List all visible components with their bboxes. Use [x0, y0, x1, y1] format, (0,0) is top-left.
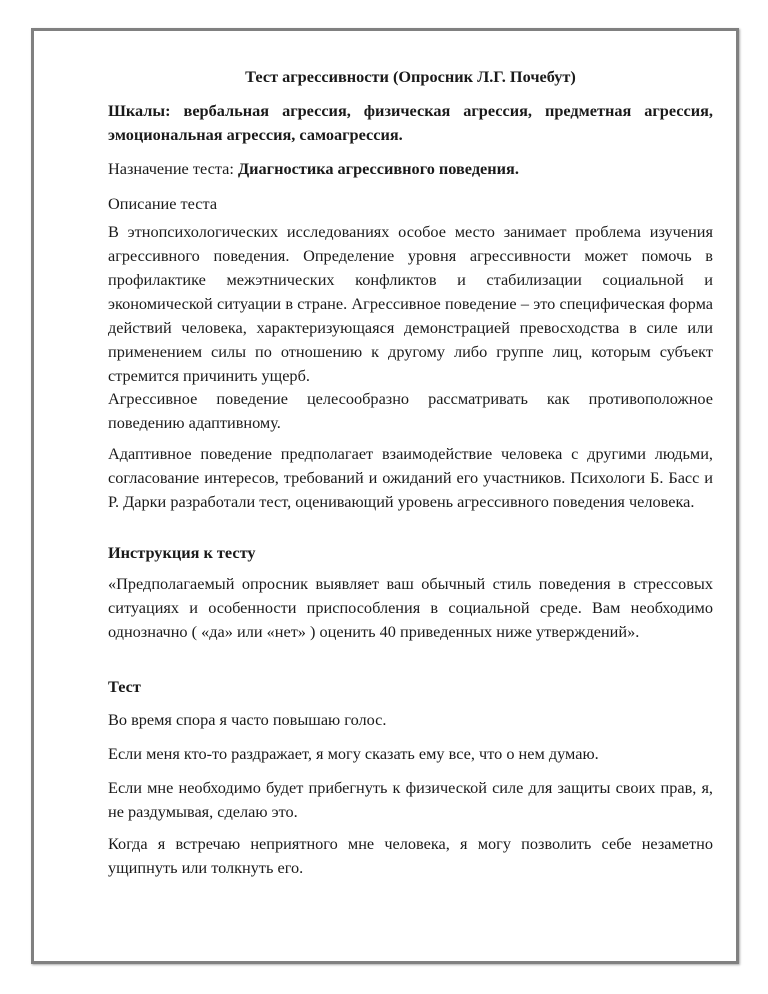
instruction-text: «Предполагаемый опросник выявляет ваш обычный стиль поведения в стрессовых ситуациях и особенности приспособления в социальной среде. Вам необходимо однозначно ( «да» или «нет» ) оценить 40 приведенных ниже утверждений».	[108, 574, 713, 641]
description-heading: Описание теста	[108, 194, 218, 213]
scales-line: Шкалы: вербальная агрессия, физическая агрессия, предметная агрессия, эмоциональная агрессия, самоагрессия.	[108, 101, 713, 144]
instruction-heading: Инструкция к тесту	[108, 543, 256, 562]
description-paragraph-2: Агрессивное поведение целесообразно рассматривать как противоположное поведению адаптивному.	[108, 389, 713, 432]
test-item: Во время спора я часто повышаю голос.	[108, 710, 387, 729]
test-item: Если меня кто-то раздражает, я могу сказать ему все, что о нем думаю.	[108, 744, 599, 763]
test-item: Когда я встречаю неприятного мне человека, я могу позволить себе незаметно ущипнуть или толкнуть его.	[108, 834, 713, 877]
purpose-line: Назначение теста: Диагностика агрессивного поведения.	[108, 159, 519, 178]
test-item: Если мне необходимо будет прибегнуть к физической силе для защиты своих прав, я, не раздумывая, сделаю это.	[108, 778, 713, 821]
document-title: Тест агрессивности (Опросник Л.Г. Почебут)	[245, 67, 576, 86]
description-paragraph-1: В этнопсихологических исследованиях особое место занимает проблема изучения агрессивного поведения. Определение уровня агрессивности может помочь в профилактике межэтнических конфликтов и стабилизации социальной и экономической ситуации в стране. Агрессивное поведение – это специфическая форма действий человека, характеризующаяся демонстрацией превосходства в силе или применением силы по отношению к другому либо группе лиц, которым субъект стремится причинить ущерб.	[108, 222, 713, 385]
test-heading: Тест	[108, 677, 141, 696]
description-paragraph-3: Адаптивное поведение предполагает взаимодействие человека с другими людьми, согласование интересов, требований и ожиданий его участников. Психологи Б. Басс и Р. Дарки разработали тест, оценивающий уровень агрессивного поведения человека.	[108, 444, 713, 511]
